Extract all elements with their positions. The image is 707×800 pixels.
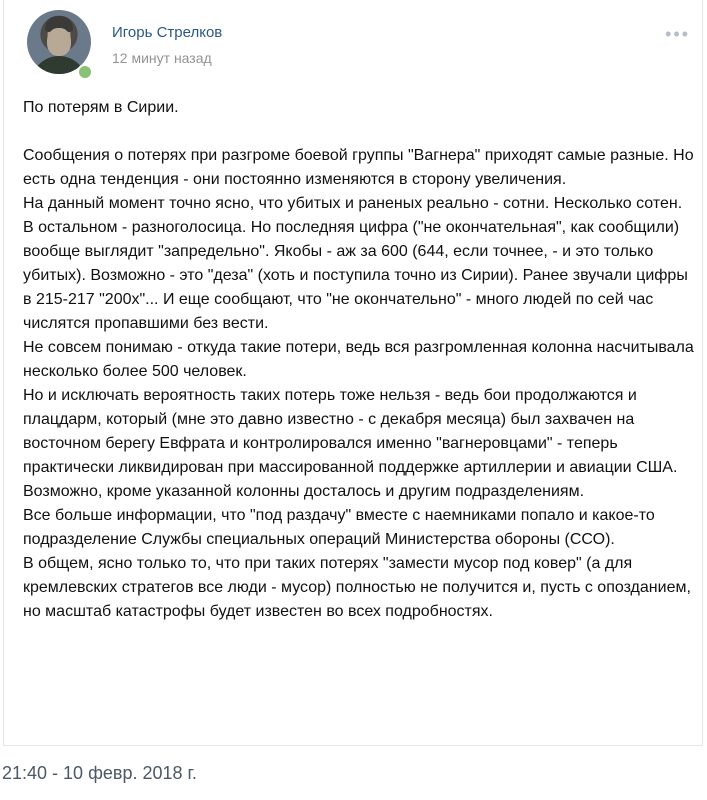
post-paragraph: Не совсем понимаю - откуда такие потери, ведь вся разгромленная колонна насчитывала несколько более 500 человек. (23, 339, 694, 380)
post-card (3, 0, 703, 746)
author-name-link[interactable]: Игорь Стрелков (112, 24, 223, 41)
post-text (23, 96, 695, 624)
post-title: По потерям в Сирии. (23, 99, 179, 116)
online-status-icon (77, 64, 93, 80)
post-paragraph: Все больше информации, что "под раздачу" вместе с наемниками попало и какое-то подразделение Службы специальных операций Министерства обороны (ССО). (23, 507, 655, 548)
tweet-date[interactable]: 21:40 - 10 февр. 2018 г. (2, 763, 197, 783)
post-paragraph: В общем, ясно только то, что при таких потерях "замести мусор под ковер" (а для кремлевских стратегов все люди - мусор) полностью не получится и, пусть с опозданием, но масштаб катастрофы будет известен во всех подробностях. (23, 555, 691, 620)
post-paragraph: В остальном - разноголосица. Но последняя цифра ("не окончательная", как сообщили) вообще выглядит "запредельно". Якобы - аж за 600 (644, если точнее, - и это только убитых). Возможно - это "деза" (хоть и поступила точно из Сирии). Ранее звучали цифры в 215-217 "200х"... И еще сообщают, что "не окончательно" - много людей по сей час числятся пропавшими без вести. (23, 219, 688, 332)
post-paragraph: Сообщения о потерях при разгроме боевой группы "Вагнера" приходят самые разные. Но есть одна тенденция - они постоянно изменяются в сторону увеличения. (23, 147, 694, 188)
more-icon[interactable]: ••• (665, 24, 690, 44)
post-paragraph: На данный момент точно ясно, что убитых и раненых реально - сотни. Несколько сотен. (23, 195, 683, 212)
post-paragraph: Но и исключать вероятность таких потерь тоже нельзя - ведь бои продолжаются и плацдарм, который (мне это давно известно - с декабря месяца) был захвачен на восточном берегу Евфрата и контролировался именно "вагнеровцами" - теперь практически ликвидирован при массированной поддержке артиллерии и авиации США. Возможно, кроме указанной колонны досталось и другим подразделениям. (23, 387, 678, 500)
avatar-face-shape (47, 28, 71, 56)
post-timestamp[interactable]: 12 минут назад (112, 50, 212, 66)
